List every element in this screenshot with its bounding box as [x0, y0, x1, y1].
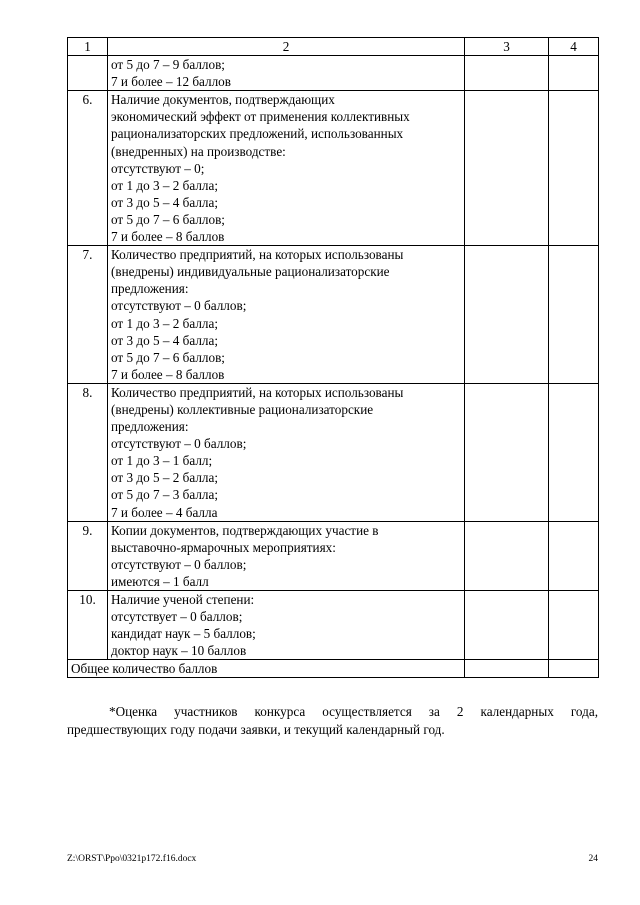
page-number: 24	[588, 854, 598, 864]
score-cell	[465, 383, 549, 521]
criterion-line: выставочно-ярмарочных мероприятиях:	[111, 539, 336, 555]
score-cell	[465, 591, 549, 660]
note-cell	[549, 521, 599, 590]
criterion-line: от 3 до 5 – 4 балла;	[111, 194, 219, 210]
criterion-line: отсутствуют – 0;	[111, 160, 205, 176]
criterion-line: Копии документов, подтверждающих участие в	[111, 522, 379, 538]
table-row	[68, 521, 599, 590]
criterion-line: Наличие ученой степени:	[111, 592, 255, 607]
criterion-line: Наличие документов, подтверждающих	[111, 92, 335, 108]
criterion-line: от 1 до 3 – 1 балл;	[111, 453, 213, 469]
criterion-line: предложения:	[111, 281, 189, 297]
criterion-text	[108, 91, 465, 246]
total-label: Общее количество баллов	[68, 660, 465, 678]
criterion-line: имеются – 1 балл	[111, 573, 209, 589]
criterion-line: от 1 до 3 – 2 балла;	[111, 315, 219, 331]
criterion-line: от 1 до 3 – 2 балла;	[111, 177, 219, 193]
criterion-text	[108, 56, 465, 91]
row-number: 7.	[68, 246, 108, 384]
score-cell	[465, 521, 549, 590]
note-cell	[549, 246, 599, 384]
score-cell	[465, 91, 549, 246]
table-row	[68, 91, 599, 246]
criterion-line: от 5 до 7 – 6 баллов;	[111, 349, 225, 365]
note-cell	[549, 591, 599, 660]
criterion-line: 7 и более – 8 баллов	[111, 229, 225, 245]
total-note-cell	[549, 660, 599, 678]
row-number: 10.	[68, 591, 108, 660]
criterion-line: Количество предприятий, на которых использованы	[111, 247, 404, 263]
criterion-line: 7 и более – 12 баллов	[111, 74, 231, 90]
criterion-line: от 5 до 7 – 3 балла;	[111, 487, 219, 503]
table-row	[68, 591, 599, 660]
criterion-line: 7 и более – 8 баллов	[111, 366, 225, 382]
row-number: 8.	[68, 383, 108, 521]
criterion-text	[108, 521, 465, 590]
criteria-table	[67, 37, 599, 678]
criterion-line: кандидат наук – 5 баллов;	[111, 626, 256, 642]
criterion-line: предложения:	[111, 419, 189, 435]
criterion-line: отсутствуют – 0 баллов;	[111, 298, 247, 314]
criterion-line: (внедрены) индивидуальные рационализаторские	[111, 264, 390, 280]
score-cell	[465, 246, 549, 384]
row-number: 9.	[68, 521, 108, 590]
criterion-line: рационализаторских предложений, использованных	[111, 126, 404, 142]
criterion-line: отсутствуют – 0 баллов;	[111, 436, 247, 452]
criterion-text	[108, 383, 465, 521]
note-cell	[549, 56, 599, 91]
column-header: 3	[465, 38, 549, 56]
table-row	[68, 383, 599, 521]
criterion-line: (внедрены) коллективные рационализаторские	[111, 401, 374, 417]
column-header: 4	[549, 38, 599, 56]
note-cell	[549, 91, 599, 246]
criterion-line: отсутствует – 0 баллов;	[111, 609, 243, 625]
criterion-line: экономический эффект от применения коллективных	[111, 109, 410, 125]
criterion-line: от 3 до 5 – 2 балла;	[111, 470, 219, 486]
criterion-line: отсутствуют – 0 баллов;	[111, 556, 247, 572]
criterion-line: доктор наук – 10 баллов	[111, 643, 247, 659]
column-header: 2	[108, 38, 465, 56]
score-cell	[465, 56, 549, 91]
criterion-text	[108, 591, 465, 660]
column-header: 1	[68, 38, 108, 56]
note-cell	[549, 383, 599, 521]
criterion-line: 7 и более – 4 балла	[111, 504, 218, 520]
criterion-line: от 5 до 7 – 9 баллов;	[111, 57, 225, 73]
footnote: *Оценка участников конкурса осуществляется за 2 календарных года, предшествующих году подачи заявки, и текущий календарный год.	[67, 704, 598, 737]
table-header-row	[68, 38, 599, 56]
criterion-line: от 5 до 7 – 6 баллов;	[111, 211, 225, 227]
row-number	[68, 56, 108, 91]
total-score-cell	[465, 660, 549, 678]
row-number: 6.	[68, 91, 108, 246]
criterion-line: Количество предприятий, на которых использованы	[111, 384, 404, 400]
table-row	[68, 56, 599, 91]
criterion-line: от 3 до 5 – 4 балла;	[111, 332, 219, 348]
criterion-line: (внедренных) на производстве:	[111, 143, 286, 159]
total-row	[68, 660, 599, 678]
table-row	[68, 246, 599, 384]
file-path: Z:\ORST\Ppo\0321p172.f16.docx	[67, 854, 197, 864]
criterion-text	[108, 246, 465, 384]
